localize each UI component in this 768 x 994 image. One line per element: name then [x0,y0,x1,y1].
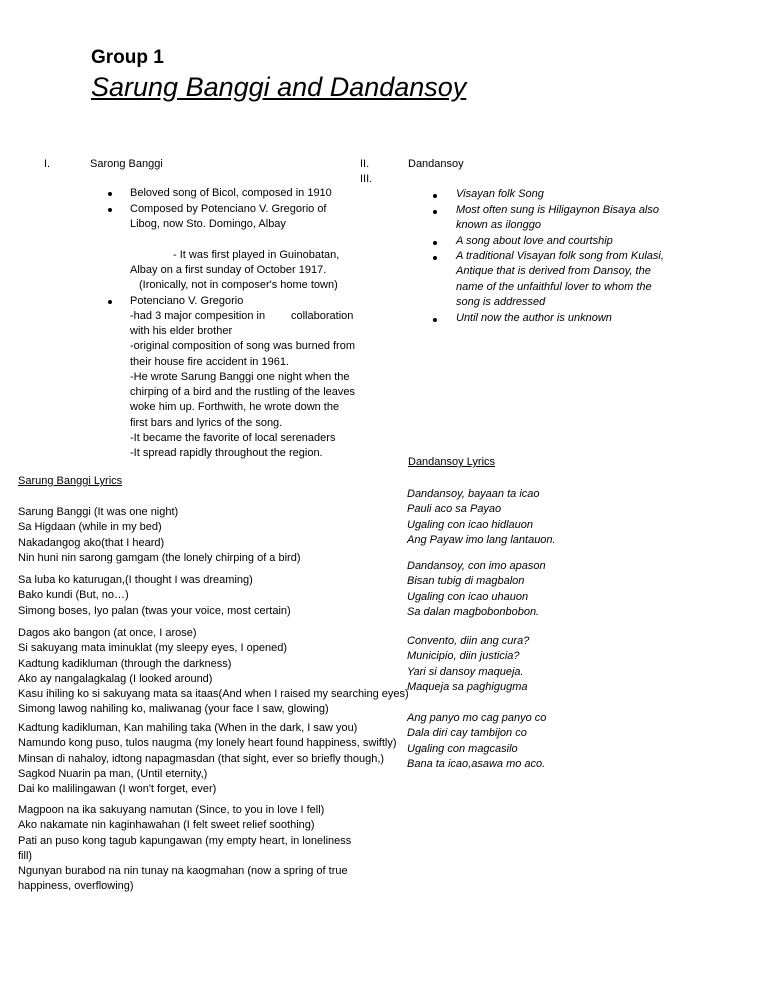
sarung-bullet-2-line: Libog, now Sto. Domingo, Albay [130,218,286,231]
lyric-line: Dandansoy, con imo apason [407,560,546,572]
bullet-dot [108,192,112,196]
sarung-note-line: (Ironically, not in composer's home town) [139,279,338,291]
bullet-line: name of the unfaithful lover to whom the [456,280,652,293]
lyric-line: Convento, diin ang cura? [407,635,530,647]
outline-label-sarong-banggi: Sarong Banggi [90,158,163,170]
document-title: Sarung Banggi and Dandansoy [91,72,467,102]
sarung-bullet-1: Beloved song of Bicol, composed in 1910 [130,187,332,199]
bullet-dot [433,241,437,245]
lyric-line: Bana ta icao,asawa mo aco. [407,757,546,770]
lyric-line: Ako nakamate nin kaginhawahan (I felt sweet relief soothing) [18,819,315,832]
bullet-dot [433,194,437,198]
sarung-note-line: Albay on a first sunday of October 1917. [130,264,327,276]
lyric-line: Sarung Banggi (It was one night) [18,506,179,518]
lyric-line: Kadtung kadikluman (through the darkness) [18,657,232,670]
lyric-line: Kadtung kadikluman, Kan mahiling taka (When in the dark, I saw you) [18,722,358,734]
lyric-line: Simong lawog nahiling ko, maliwanag (your face I saw, glowing) [18,703,329,716]
lyric-line: Dandansoy, bayaan ta icao [407,488,540,500]
lyric-line: Ugaling con magcasilo [407,742,518,755]
lyric-line: Magpoon na ika sakuyang namutan (Since, to you in love I fell) [18,804,325,816]
lyric-line: Bako kundi (But, no…) [18,589,129,602]
detail-line: chirping of a bird and the rustling of the leaves [130,386,356,399]
outline-label-dandansoy: Dandansoy [408,158,464,170]
lyric-line: Nin huni nin sarong gamgam (the lonely chirping of a bird) [18,551,301,564]
bullet-line: A traditional Visayan folk song from Kulasi, [456,250,664,262]
outline-numeral-ii: II. [360,158,370,170]
dandansoy-stanza-3 [407,634,529,695]
lyric-line: Yari si dansoy maqueja. [407,665,524,678]
detail-line: -original composition of song was burned from [130,340,356,353]
lyric-line: Sa dalan magbobonbobon. [407,605,540,618]
sarung-stanza-4 [18,721,397,797]
lyric-line: Dai ko malilingawan (I won't forget, ever) [18,783,217,796]
detail-line: -He wrote Sarung Banggi one night when the [130,370,350,383]
lyric-line: Minsan di nahaloy, idtong napagmasdan (that sight, ever so briefly though,) [18,752,385,765]
lyric-line: Sa Higdaan (while in my bed) [18,521,162,534]
sarung-bullet-3-details [130,324,355,462]
sarung-note-line: - It was first played in Guinobatan, [173,249,340,261]
lyric-line: Simong boses, Iyo palan (twas your voice, most certain) [18,604,291,617]
detail-line: woke him up. Forthwith, he wrote down the [130,401,340,414]
lyric-line: Ako ay nangalagkalag (I looked around) [18,672,213,685]
bullet-dot [433,256,437,260]
sarung-bullet-3: Potenciano V. Gregorio [130,295,244,307]
detail-line: first bars and lyrics of the song. [130,416,283,429]
sarung-bullet-2 [130,202,327,233]
sarung-stanza-3 [18,626,409,718]
detail-line: with his elder brother [130,325,233,337]
lyric-line: Maqueja sa paghigugma [407,680,528,693]
lyric-line: happiness, overflowing) [18,880,134,893]
lyric-line: Sa luba ko katurugan,(I thought I was dreaming) [18,574,253,586]
bullet-line: known as ilonggo [456,219,542,232]
dandansoy-bullet [456,249,664,310]
outline-numeral-iii: III. [360,173,373,185]
sarung-bullet-3-line: collaboration [291,310,354,322]
detail-line: -It became the favorite of local serenaders [130,432,336,445]
dandansoy-stanza-4 [407,711,546,772]
lyric-line: Nakadangog ako(that I heard) [18,536,165,549]
lyric-line: Ugaling con icao uhauon [407,590,529,603]
lyric-line: Ang panyo mo cag panyo co [407,712,547,724]
lyric-line: Pati an puso kong tagub kapungawan (my empty heart, in loneliness [18,834,352,847]
lyric-line: Si sakuyang mata iminuklat (my sleepy eyes, I opened) [18,642,288,655]
detail-line: -It spread rapidly throughout the region. [130,447,323,460]
sarung-stanza-5 [18,803,351,895]
bullet-dot [108,300,112,304]
lyric-line: Ugaling con icao hidlauon [407,518,533,531]
outline-numeral-i: I. [44,158,51,170]
dandansoy-stanza-2 [407,559,546,620]
sarung-bullet-3-line: -had 3 major compesition in [130,310,266,322]
dandansoy-stanza-1 [407,487,556,548]
lyric-line: Namundo kong puso, tulos naugma (my lonely heart found happiness, swiftly) [18,737,397,750]
dandansoy-bullet [456,203,659,234]
bullet-dot [433,318,437,322]
detail-line: their house fire accident in 1961. [130,355,289,368]
sarung-stanza-2 [18,573,291,619]
bullet-line: Most often sung is Hiligaynon Bisaya also [456,204,659,216]
sarung-bullet-2-line: Composed by Potenciano V. Gregorio of [130,203,327,215]
dandansoy-bullet: Until now the author is unknown [456,312,612,324]
group-heading: Group 1 [91,47,164,68]
lyric-line: Dala diri cay tambijon co [407,727,527,740]
lyric-line: Pauli aco sa Payao [407,503,502,516]
lyric-line: Ang Payaw imo lang lantauon. [407,533,556,546]
lyric-line: Bisan tubig di magbalon [407,575,525,588]
sarung-lyrics-heading: Sarung Banggi Lyrics [18,475,123,487]
lyric-line: Municipio, diin justicia? [407,650,520,663]
bullet-dot [108,208,112,212]
bullet-line: Antique that is derived from Dansoy, the [456,265,651,278]
bullet-line: song is addressed [456,295,546,308]
dandansoy-bullet: Visayan folk Song [456,188,544,200]
sarung-stanza-1 [18,505,301,566]
lyric-line: fill) [18,849,33,862]
lyric-line: Dagos ako bangon (at once, I arose) [18,627,197,639]
lyric-line: Ngunyan burabod na nin tunay na kaogmahan (now a spring of true [18,865,348,878]
lyric-line: Sagkod Nuarin pa man, (Until eternity,) [18,767,208,780]
dandansoy-bullet: A song about love and courtship [456,235,613,247]
lyric-line: Kasu ihiling ko si sakuyang mata sa itaas(And when I raised my searching eyes) [18,688,409,701]
bullet-dot [433,210,437,214]
dandansoy-lyrics-heading: Dandansoy Lyrics [408,456,496,468]
